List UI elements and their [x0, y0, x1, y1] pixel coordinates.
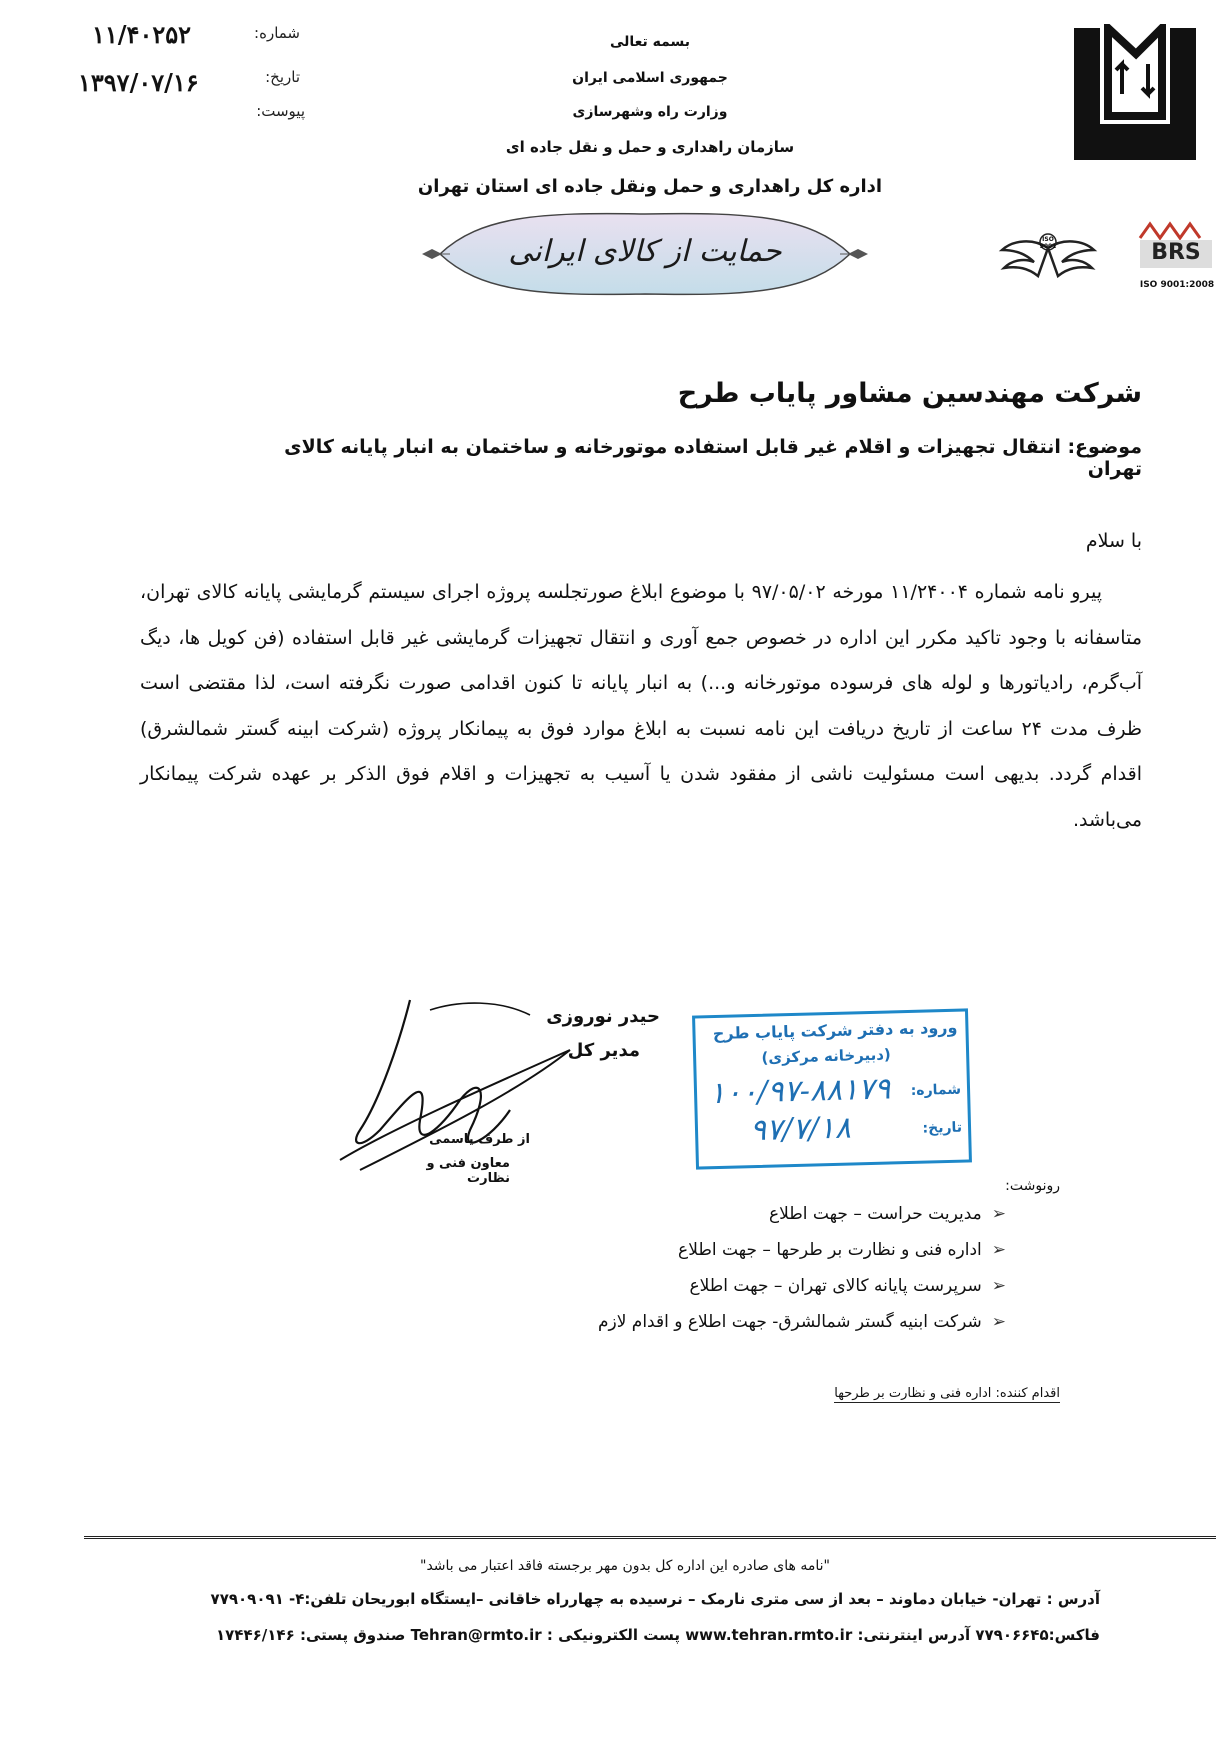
- ministry-title: وزارت راه وشهرسازی: [572, 104, 728, 120]
- letter-date-label: تاریخ:: [265, 68, 300, 86]
- iso-wings-logo: [998, 228, 1098, 290]
- stamp-date-value: ۹۷/۷/۱۸: [749, 1110, 852, 1149]
- letter-date-value: ۱۳۹۷/۰۷/۱۶: [78, 68, 199, 97]
- body-paragraph: پیرو نامه شماره ۱۱/۲۴۰۰۴ مورخه ۹۷/۰۵/۰۲ با موضوع ابلاغ صورتجلسه پروژه اجرای سیستم گرمایشی پایانه کالای تهران، متاسفانه با وجود تاکید مکرر این اداره در خصوص جمع آوری و انتقال تجهیزات گرمایشی غیر قابل استفاده (فن کویل ها، دیگ آب‌گرم، رادیاتورها و لوله های فرسوده موتورخانه و...) به انبار پایانه تا کنون اقدامی صورت نگرفته است، لذا مقتضی است ظرف مدت ۲۴ ساعت از تاریخ دریافت این نامه نسبت به ابلاغ موارد فوق به پیمانکار پروژه (شرکت ابینه گستر شمالشرق) اقدام گردد. بدیهی است مسئولیت ناشی از مفقود شدن یا آسیب به تجهیزات و اقلام فوق الذکر بر عهده شرکت پیمانکار می‌باشد.: [140, 581, 1142, 831]
- basmala: بسمه تعالی: [609, 34, 691, 50]
- action-by: اقدام کننده: اداره فنی و نظارت بر طرحها: [834, 1386, 1060, 1401]
- stamp-date-label: تاریخ:: [922, 1119, 963, 1137]
- cc-item: ➢ شرکت ابنیه گستر شمالشرق- جهت اطلاع و اقدام لازم: [597, 1312, 1006, 1332]
- cc-label: رونوشت:: [1005, 1178, 1060, 1194]
- arrow-icon: ➢: [991, 1312, 1006, 1332]
- brs-text: BRS: [1151, 240, 1201, 265]
- iso-text: ISO 9001:2008: [1139, 280, 1215, 290]
- rmto-logo: [1070, 24, 1200, 164]
- republic-title: جمهوری اسلامی ایران: [572, 70, 728, 86]
- cc-list: [540, 1196, 1006, 1340]
- arrow-icon: ➢: [991, 1240, 1006, 1260]
- arrow-icon: ➢: [991, 1204, 1006, 1224]
- department-title: اداره کل راهداری و حمل ونقل جاده ای استان تهران: [417, 176, 883, 197]
- arrow-icon: ➢: [991, 1276, 1006, 1296]
- letter-number-label: شماره:: [254, 24, 300, 42]
- organization-title: سازمان راهداری و حمل و نقل جاده ای: [505, 138, 795, 156]
- iranian-goods-banner: [420, 208, 870, 300]
- signatory-title: مدیر کل: [567, 1040, 640, 1061]
- stamp-subtitle: (دبیرخانه مرکزی): [761, 1045, 892, 1067]
- cc-item: ➢ سرپرست پایانه کالای تهران – جهت اطلاع: [689, 1276, 1006, 1296]
- footer-validity-note: "نامه های صادره این اداره کل بدون مهر برجسته فاقد اعتبار می باشد": [420, 1558, 830, 1574]
- footer-address: آدرس : تهران- خیابان دماوند – بعد از سی متری نارمک – نرسیده به چهارراه خاقانی –ایستگاه ابوریحان تلفن:۴- ۷۷۹۰۹۰۹۱: [210, 1590, 1100, 1608]
- greeting: با سلام: [1085, 530, 1142, 552]
- receipt-stamp: [692, 1008, 972, 1169]
- brs-logo: [1132, 220, 1222, 300]
- on-behalf-text: از طرف یاسمی: [429, 1132, 530, 1147]
- footer-contact: فاکس:۷۷۹۰۶۶۴۵ آدرس اینترنتی: www.tehran.rmto.ir پست الکترونیکی : Tehran@rmto.ir صندوق پستی: ۱۷۴۴۶/۱۴۶: [216, 1626, 1100, 1644]
- stamp-number-label: شماره:: [910, 1081, 962, 1099]
- letter-number-value: ۱۱/۴۰۲۵۲: [92, 20, 191, 49]
- recipient: شرکت مهندسین مشاور پایاب طرح: [677, 378, 1142, 409]
- signatory-name: حیدر نوروزی: [546, 1006, 660, 1027]
- deputy-title: معاون فنی و نظارت: [426, 1156, 510, 1186]
- cc-item: ➢ اداره فنی و نظارت بر طرحها – جهت اطلاع: [678, 1240, 1006, 1260]
- action-by-wrap: [800, 1382, 1060, 1401]
- cc-item: ➢ مدیریت حراست – جهت اطلاع: [768, 1204, 1006, 1224]
- attachment-label: پیوست:: [256, 102, 305, 120]
- subject: موضوع: انتقال تجهیزات و اقلام غیر قابل استفاده موتورخانه و ساختمان به انبار پایانه کالای تهران: [284, 436, 1142, 480]
- stamp-title: ورود به دفتر شرکت پایاب طرح: [712, 1017, 958, 1044]
- stamp-number-value: ۱۰۰/۹۷-۸۸۱۷۹: [708, 1071, 891, 1112]
- banner-text: حمایت از کالای ایرانی: [508, 234, 782, 269]
- iso-badge-text: ISO 9001: [1039, 236, 1057, 250]
- footer-divider: [84, 1536, 1216, 1539]
